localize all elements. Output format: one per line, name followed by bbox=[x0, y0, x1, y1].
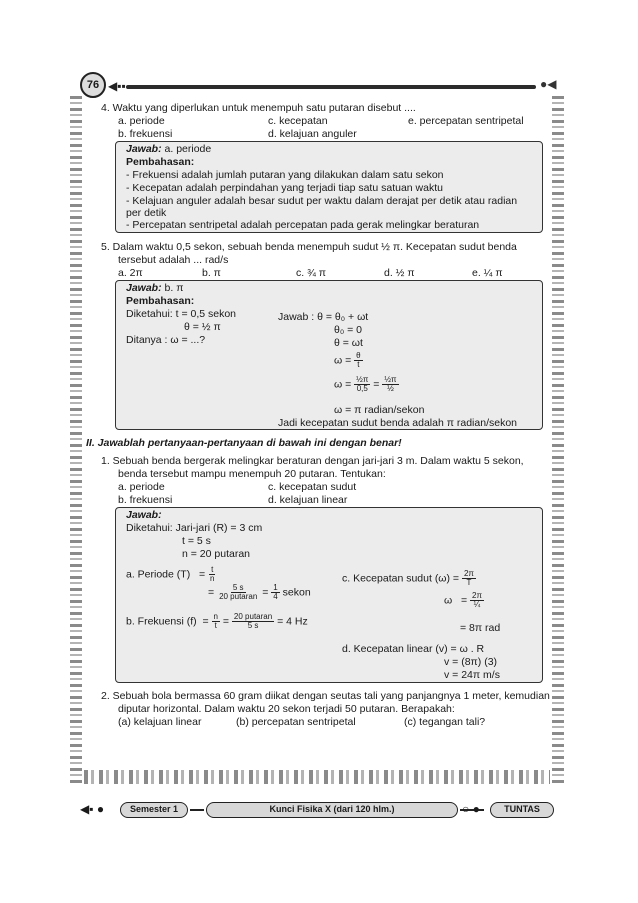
s2-q1-option-c: c. kecepatan sudut bbox=[268, 481, 357, 493]
q5-option-a: a. 2π bbox=[118, 267, 143, 279]
header-rule bbox=[126, 85, 536, 89]
s2-periode-calc: = $\frac{5 s}{\text{20 putaran}}$ = $\frac{1}{4}$ sekon bbox=[208, 583, 311, 602]
q4-answer: Jawab: a. periode bbox=[126, 143, 212, 155]
page-number: 76 bbox=[80, 72, 106, 98]
q5-theta: θ = ½ π bbox=[184, 321, 221, 333]
header-arrow-icon: ◀▪▪ bbox=[108, 79, 126, 93]
q5-omega-calc: ω = $\frac{\text{½π}}{0,5}$ = $\frac{\text{½π}}{\text{½}}$ bbox=[334, 375, 397, 394]
q5-ditanya: Ditanya : ω = ...? bbox=[126, 334, 206, 346]
q4-option-c: c. kecepatan bbox=[268, 115, 328, 127]
q5-jawab-line1: Jawab : θ = θ₀ + ωt bbox=[278, 311, 369, 323]
q5-jawab-line2: θ₀ = 0 bbox=[334, 324, 363, 336]
q5-omega-fraction: ω = $\frac{\theta}{t}$ bbox=[334, 351, 361, 370]
q5-option-d: d. ½ π bbox=[384, 267, 415, 279]
q4-option-a: a. periode bbox=[118, 115, 165, 127]
decorative-border-left bbox=[70, 96, 82, 786]
q5-option-b: b. π bbox=[202, 267, 221, 279]
q4-option-b: b. frekuensi bbox=[118, 128, 173, 140]
s2-q1-line2: benda tersebut mampu menempuh 20 putaran. Tentukan: bbox=[118, 468, 386, 480]
footer-arrow-icon: ◀▪ ● bbox=[80, 802, 105, 816]
s2-kecepatan-linear-l2: v = (8π) (3) bbox=[444, 656, 498, 668]
s2-q2-line2: diputar horizontal. Dalam waktu 20 sekon terjadi 50 putaran. Berapakah: bbox=[118, 703, 455, 715]
s2-dik1: Diketahui: Jari-jari (R) = 3 cm bbox=[126, 522, 263, 534]
q5-question-line1: 5. Dalam waktu 0,5 sekon, sebuah benda menempuh sudut ½ π. Kecepatan sudut benda bbox=[101, 241, 517, 253]
footer-rule bbox=[190, 809, 204, 811]
s2-q2-line1: 2. Sebuah bola bermassa 60 gram diikat dengan seutas tali yang panjangnya 1 meter, kemudian bbox=[101, 690, 550, 702]
s2-periode: a. Periode (T) = $\frac{t}{n}$ bbox=[126, 565, 215, 584]
s2-kecepatan-linear: d. Kecepatan linear (v) = ω . R bbox=[342, 643, 485, 655]
footer-status: TUNTAS bbox=[490, 802, 554, 818]
q5-option-c: c. ¾ π bbox=[296, 267, 327, 279]
s2-q1-jawab: Jawab: bbox=[126, 509, 162, 521]
footer-book: Kunci Fisika X (dari 120 hlm.) bbox=[206, 802, 458, 818]
q4-question: 4. Waktu yang diperlukan untuk menempuh satu putaran disebut .... bbox=[101, 102, 416, 114]
q5-diketahui: Diketahui: t = 0,5 sekon bbox=[126, 308, 237, 320]
q4-item: - Kelajuan anguler adalah besar sudut per waktu dalam derajat per detik atau radian bbox=[126, 195, 518, 207]
s2-q1-option-a: a. periode bbox=[118, 481, 165, 493]
q4-item: - Kecepatan adalah perpindahan yang terjadi tiap satu satuan waktu bbox=[126, 182, 443, 194]
q4-pembahasan-title: Pembahasan: bbox=[126, 156, 195, 168]
q4-option-e: e. percepatan sentripetal bbox=[408, 115, 524, 127]
s2-q1-line1: 1. Sebuah benda bergerak melingkar beraturan dengan jari-jari 3 m. Dalam waktu 5 sekon, bbox=[101, 455, 524, 467]
q4-item: per detik bbox=[126, 207, 167, 219]
q4-item: - Percepatan sentripetal adalah percepatan pada gerak melingkar beraturan bbox=[126, 219, 480, 231]
s2-dik2: t = 5 s bbox=[182, 535, 211, 547]
s2-q1-option-b: b. frekuensi bbox=[118, 494, 173, 506]
q5-jawab-line3: θ = ωt bbox=[334, 337, 363, 349]
q5-result: ω = π radian/sekon bbox=[334, 404, 425, 416]
decorative-border-right bbox=[552, 96, 564, 786]
q5-conclusion: Jadi kecepatan sudut benda adalah π radian/sekon bbox=[278, 417, 518, 429]
s2-kecepatan-sudut-result: = 8π rad bbox=[460, 622, 501, 634]
q4-item: - Frekuensi adalah jumlah putaran yang dilakukan dalam satu sekon bbox=[126, 169, 444, 181]
q5-question-line2: tersebut adalah ... rad/s bbox=[118, 254, 229, 266]
section2-heading: II. Jawablah pertanyaan-pertanyaan di bawah ini dengan benar! bbox=[86, 437, 402, 449]
q5-answer: Jawab: b. π bbox=[126, 282, 184, 294]
s2-kecepatan-sudut-calc: ω = $\frac{2\pi}{\text{¼}}$ bbox=[444, 591, 482, 610]
q4-option-d: d. kelajuan anguler bbox=[268, 128, 357, 140]
s2-kecepatan-sudut: c. Kecepatan sudut (ω) = $\frac{2\pi}{T}$ bbox=[342, 569, 474, 588]
q5-pembahasan-title: Pembahasan: bbox=[126, 295, 195, 307]
s2-q2-option-b: (b) percepatan sentripetal bbox=[236, 716, 356, 728]
q5-option-e: e. ¼ π bbox=[472, 267, 503, 279]
page-footer bbox=[80, 800, 560, 820]
footer-semester: Semester 1 bbox=[120, 802, 188, 818]
s2-frekuensi: b. Frekuensi (f) = $\frac{n}{t}$ = $\frac{\text{20 putaran}}{5 s}$ = 4 Hz bbox=[126, 612, 308, 631]
header-dots-icon: ●◀ bbox=[540, 77, 557, 91]
footer-circles-icon: ○ ● bbox=[462, 802, 480, 816]
s2-q2-option-c: (c) tegangan tali? bbox=[404, 716, 486, 728]
decorative-border-bottom bbox=[84, 770, 550, 784]
s2-kecepatan-linear-l3: v = 24π m/s bbox=[444, 669, 500, 681]
s2-q2-option-a: (a) kelajuan linear bbox=[118, 716, 202, 728]
s2-q1-option-d: d. kelajuan linear bbox=[268, 494, 348, 506]
s2-dik3: n = 20 putaran bbox=[182, 548, 251, 560]
